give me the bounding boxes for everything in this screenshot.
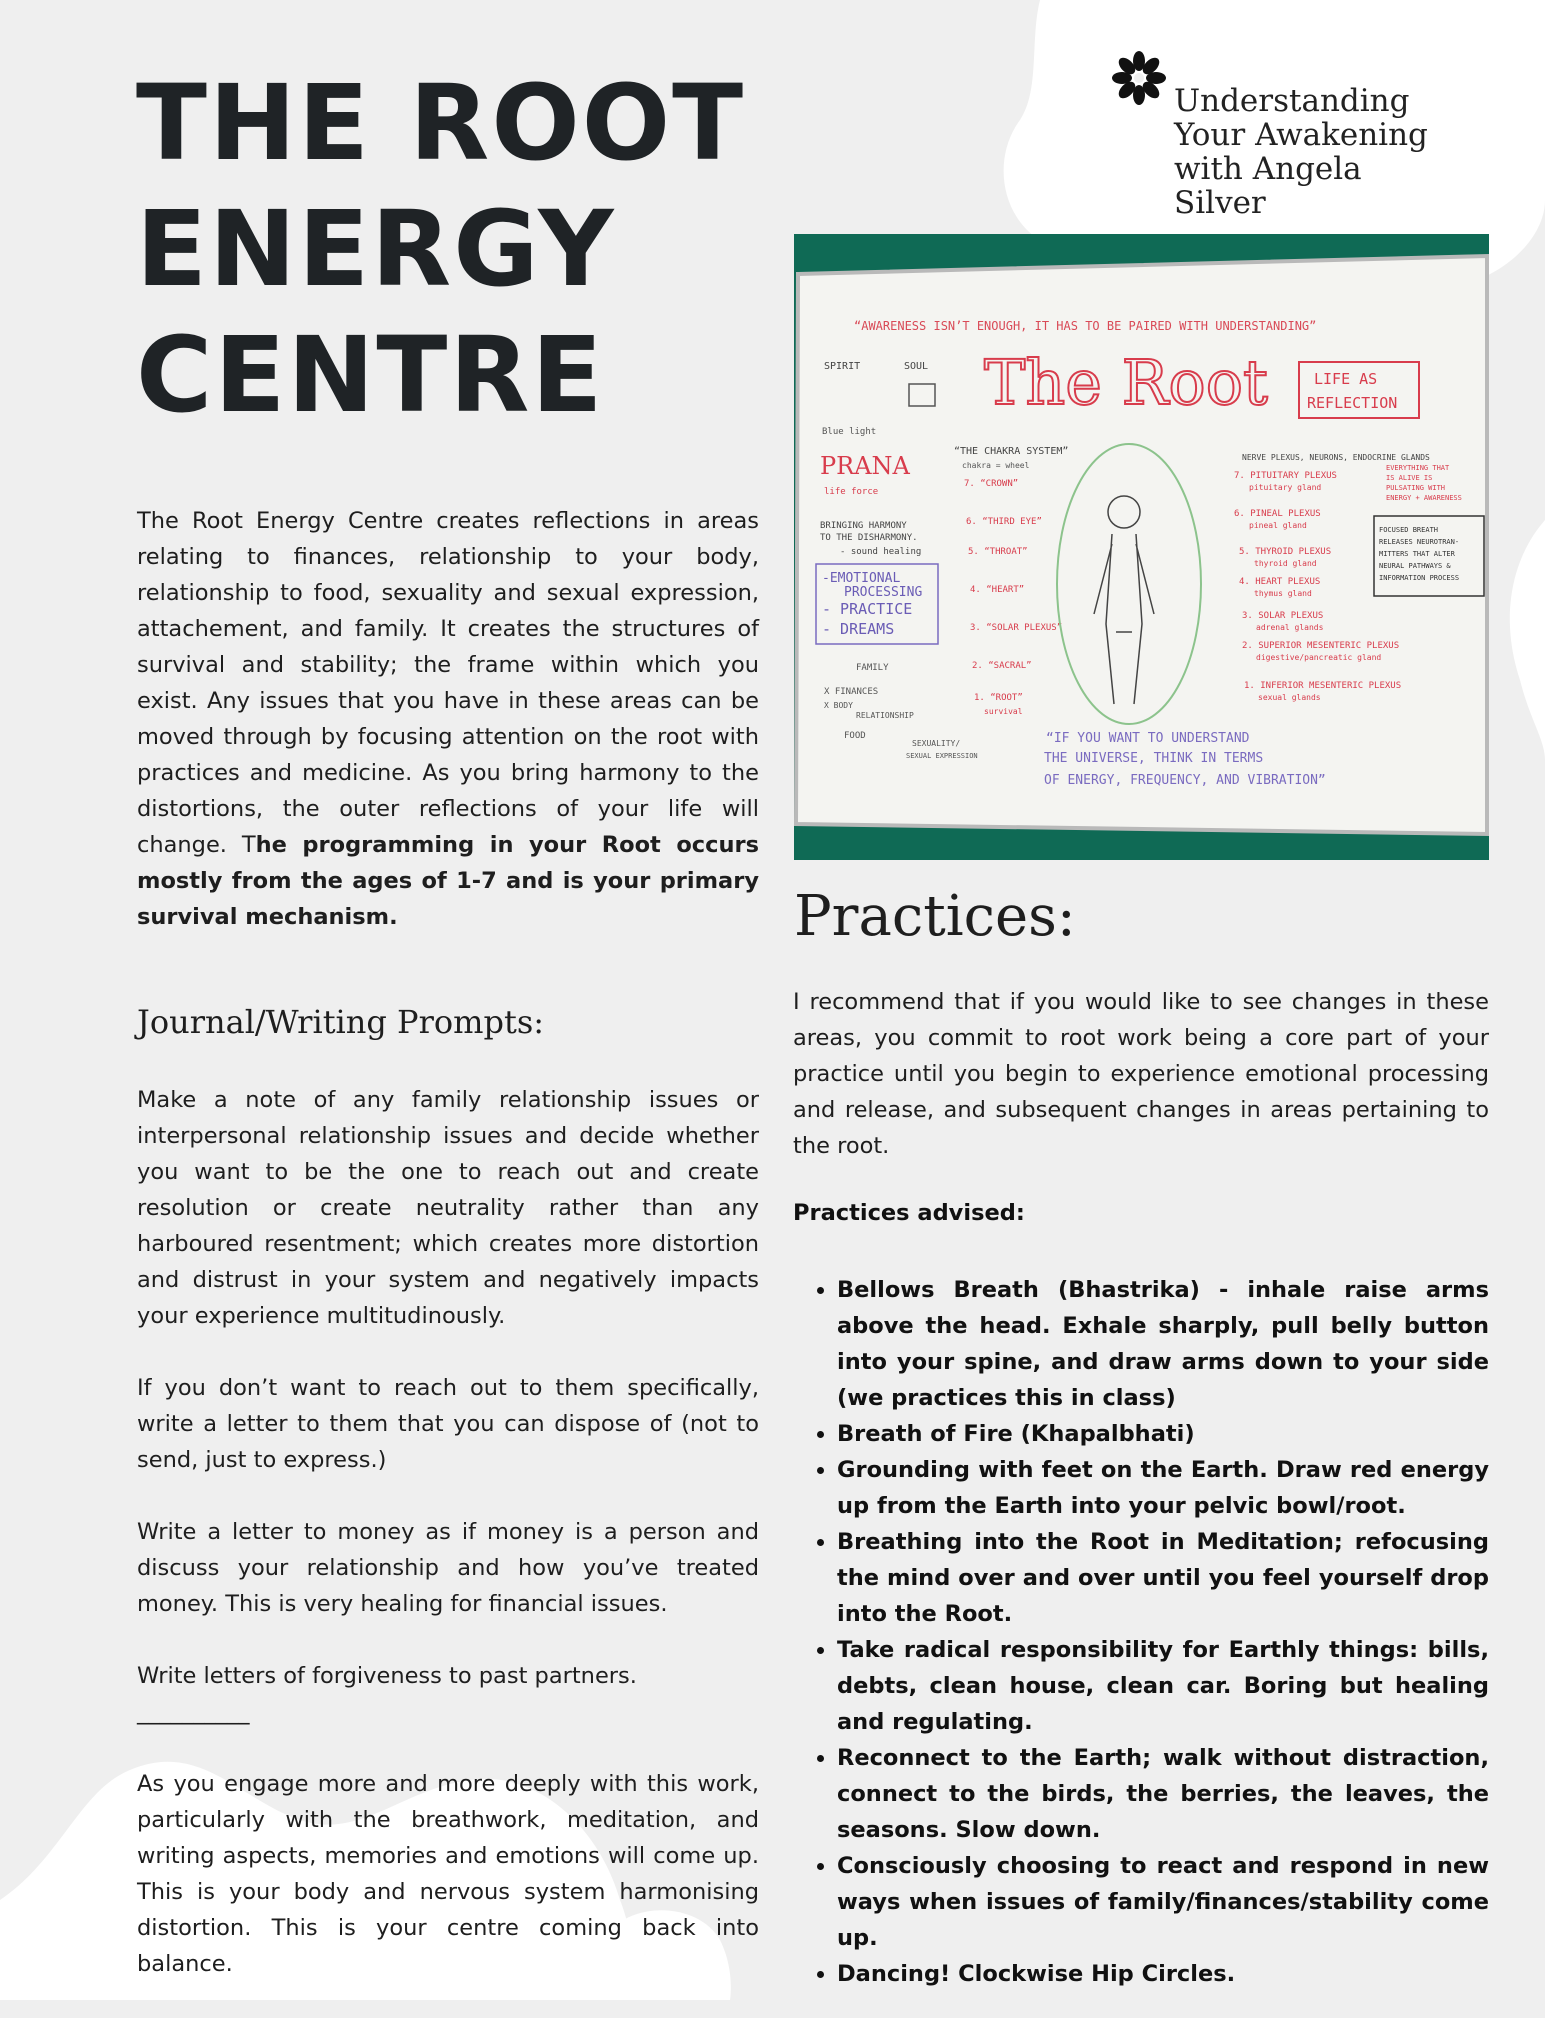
wb-sound: - sound healing [840,547,922,557]
wb-pituitary-gland: pituitary gland [1249,483,1322,492]
wb-spirit: SPIRIT [824,361,861,372]
wb-solar-plexus: 3. SOLAR PLEXUS [1242,611,1324,621]
practice-item: • Bellows Breath (Bhastrika) - inhale raise arms above the head. Exhale sharply, pull belly button into your spine, and draw arms down to your side (we practices this in class) [837,1272,1489,1416]
wb-focused-2: RELEASES NEUROTRAN- [1379,538,1460,546]
wb-adrenal: adrenal glands [1256,623,1324,632]
wb-throat: 5. “THROAT” [968,547,1028,557]
intro-paragraph [137,503,759,935]
wb-life: LIFE AS [1314,370,1378,388]
closing-paragraph: As you engage more and more deeply with this work, particularly with the breathwork, meditation, and writing aspects, memories and emotions will come up. This is your body and nervous system harmonising distortion. This is your centre coming back into balance. [137,1771,759,1977]
wb-pineal: 6. PINEAL PLEXUS [1234,509,1321,519]
practices-intro: I recommend that if you would like to see changes in these areas, you commit to root work being a core part of your practice until you begin to experience emotional processing and release, and subsequent changes in areas pertaining to the root. [793,989,1489,1159]
wb-food: FOOD [844,731,866,741]
wb-root: 1. “ROOT” [974,693,1023,703]
practices-advised-label: Practices advised: [793,1200,1025,1226]
practices-heading: Practices: [794,884,1076,949]
wb-everything-4: ENERGY + AWARENESS [1386,494,1462,502]
wb-digestive: digestive/pancreatic gland [1256,653,1382,662]
practice-item: • Reconnect to the Earth; walk without distraction, connect to the birds, the berries, the leaves, the seasons. Slow down. [837,1740,1489,1848]
wb-tesla-2: THE UNIVERSE, THINK IN TERMS [1044,751,1264,766]
practice-item: • Grounding with feet on the Earth. Draw red energy up from the Earth into your pelvic bowl/root. [837,1452,1489,1524]
journal-heading: Journal/Writing Prompts: [137,1003,545,1041]
journal-prompts [137,1082,759,2018]
intro-text: The Root Energy Centre creates reflections in areas relating to finances, relationship to your body, relationship to food, sexuality and sexual expression, attachement, and family. It creates the structures of survival and stability; the frame within which you exist. Any issues that you have in these areas can be moved through by focusing attention on the root with practices and medicine. As you bring harmony to the distortions, the outer reflections of your life will change. T [137,508,759,858]
wb-tesla-1: “IF YOU WANT TO UNDERSTAND [1046,731,1250,746]
wb-heart: 4. “HEART” [970,585,1025,595]
practices-list [793,1272,1489,1992]
practice-item: • Breathing into the Root in Meditation; refocusing the mind over and over until you feel yourself drop into the Root. [837,1524,1489,1632]
wb-bringing: BRINGING HARMONY [820,521,907,531]
brand-line: Silver [1174,185,1266,221]
wb-quote: “AWARENESS ISN’T ENOUGH, IT HAS TO BE PAIRED WITH UNDERSTANDING” [854,319,1317,333]
journal-prompt: If you don’t want to reach out to them specifically, write a letter to them that you can dispose of (not to send, just to express.) [137,1375,759,1473]
intro-bold-text: he programming in your Root occurs mostly from the ages of 1-7 and is your primary survival mechanism. [137,832,759,930]
wb-disharmony: TO THE DISHARMONY. [820,533,918,543]
wb-focused-1: FOCUSED BREATH [1379,526,1439,534]
wb-survival: survival [984,707,1023,716]
wb-heart-plexus: 4. HEART PLEXUS [1239,577,1321,587]
wb-focused-3: MITTERS THAT ALTER [1379,550,1455,558]
wb-focused-4: NEURAL PATHWAYS & [1379,562,1451,570]
wb-chakra-wheel: chakra = wheel [962,461,1030,470]
wb-thymus-gland: thymus gland [1254,589,1312,598]
wb-emotional: -EMOTIONAL [822,571,901,586]
flower-icon [1104,44,1174,114]
brand-line: Understanding [1174,83,1410,119]
wb-everything-1: EVERYTHING THAT [1386,464,1450,472]
brand-name [1174,84,1428,220]
wb-relationship: RELATIONSHIP [856,711,914,720]
wb-focused-5: INFORMATION PROCESS [1379,574,1460,582]
practice-item: • Breath of Fire (Khapalbhati) [837,1416,1489,1452]
practice-item: • Consciously choosing to react and respond in new ways when issues of family/finances/stability come up. [837,1848,1489,1956]
brand-line: Your Awakening [1174,117,1428,153]
wb-superior: 2. SUPERIOR MESENTERIC PLEXUS [1242,641,1400,651]
brand-block [1104,44,1434,224]
whiteboard-photo [794,234,1489,860]
wb-sexual-glands: sexual glands [1258,693,1321,702]
wb-chakra-system: “THE CHAKRA SYSTEM” [954,446,1069,457]
wb-body: X BODY [824,701,853,710]
wb-thyroid-gland: thyroid gland [1254,559,1317,568]
brand-line: with Angela [1174,151,1362,187]
wb-inferior: 1. INFERIOR MESENTERIC PLEXUS [1244,681,1402,691]
wb-sexuality: SEXUALITY/ [912,739,961,748]
wb-processing: PROCESSING [844,585,923,600]
wb-sacral: 2. “SACRAL” [972,661,1032,671]
page-title [136,60,746,438]
wb-title: The Root [984,346,1268,419]
wb-life-force: life force [824,487,879,497]
journal-prompt: Write letters of forgiveness to past partners. [137,1663,637,1689]
wb-pituitary: 7. PITUITARY PLEXUS [1234,471,1337,481]
practice-item: • Dancing! Clockwise Hip Circles. [837,1956,1489,1992]
wb-everything-2: IS ALIVE IS [1386,474,1433,482]
wb-practice: - PRACTICE [822,600,913,618]
wb-reflection: REFLECTION [1307,394,1398,412]
wb-solar: 3. “SOLAR PLEXUS” [970,623,1063,633]
wb-sexual-expression: SEXUAL EXPRESSION [906,752,978,760]
wb-everything-3: PULSATING WITH [1386,484,1446,492]
journal-prompt: Make a note of any family relationship issues or interpersonal relationship issues and decide whether you want to be the one to reach out and create resolution or create neutrality rather than any harboured resentment; which creates more distortion and distrust in your system and negatively impacts your experience multitudinously. [137,1087,759,1329]
wb-family: FAMILY [856,663,889,673]
wb-blue: Blue light [822,427,877,437]
title-line-1: THE ROOT [136,62,746,184]
wb-nerve: NERVE PLEXUS, NEURONS, ENDOCRINE GLANDS [1242,453,1430,462]
journal-prompt: Write a letter to money as if money is a person and discuss your relationship and how you’ve treated money. This is very healing for financial issues. [137,1519,759,1617]
wb-pineal-gland: pineal gland [1249,521,1307,530]
wb-finances: X FINANCES [824,687,879,697]
wb-third-eye: 6. “THIRD EYE” [966,517,1042,527]
wb-tesla-3: OF ENERGY, FREQUENCY, AND VIBRATION” [1044,773,1326,788]
wb-prana: PRANA [820,452,910,480]
wb-crown: 7. “CROWN” [964,479,1019,489]
title-line-3: CENTRE [136,314,605,436]
wb-dreams: - DREAMS [822,620,895,638]
title-line-2: ENERGY [136,188,616,310]
wb-thyroid: 5. THYROID PLEXUS [1239,547,1332,557]
wb-soul: SOUL [904,361,929,372]
practice-item: • Take radical responsibility for Earthly things: bills, debts, clean house, clean car. Boring but healing and regulating. [837,1632,1489,1740]
divider-line: __________ [137,1699,250,1725]
